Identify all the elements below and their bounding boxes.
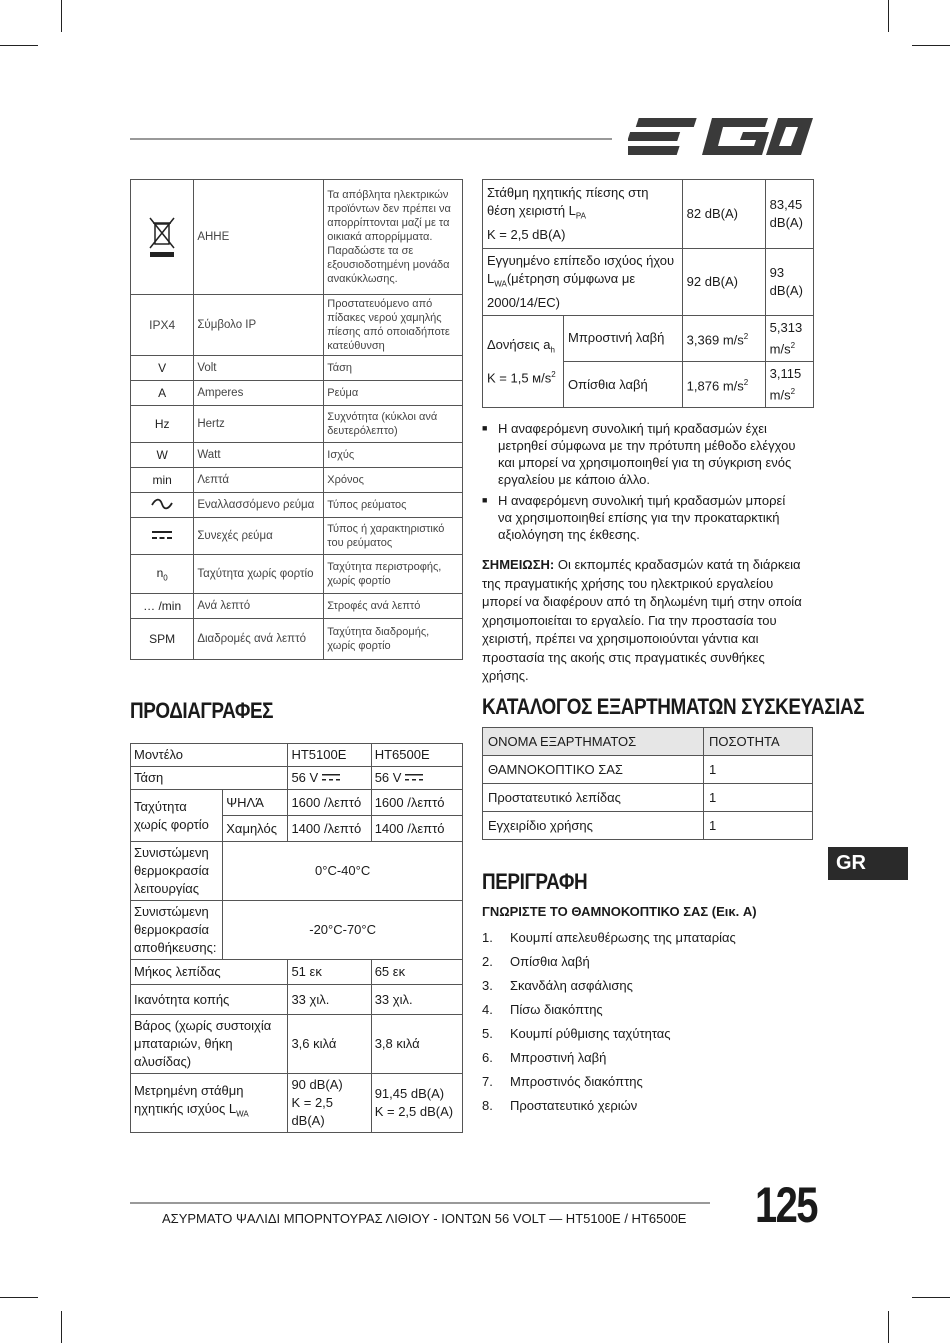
vibration-table: [482, 179, 814, 408]
cut-label: Ικανότητα κοπής: [131, 985, 288, 1015]
vib-label-text: Δονήσεις a: [487, 336, 551, 352]
symbol-desc: Ισχύς: [324, 443, 463, 468]
part-name: ΘΑΜΝΟΚΟΠΤΙΚΟ ΣΑΣ: [483, 756, 704, 784]
crop-mark: [0, 1297, 38, 1298]
list-item: [482, 950, 736, 974]
part-qty: 1: [704, 756, 813, 784]
dc-current-icon: [322, 773, 340, 782]
table-row: [483, 812, 813, 840]
table-row: [131, 443, 463, 468]
wa-sub: WA: [494, 279, 507, 289]
part-qty: 1: [704, 784, 813, 812]
optemp-label: Συνιστώμενη θερμοκρασία λειτουργίας: [131, 842, 223, 901]
wa-2: 93 dB(A): [765, 249, 813, 316]
specs-table: [130, 743, 463, 1133]
sound-value: 90 dB(A): [291, 1077, 343, 1092]
cut-1: 33 χιλ.: [288, 985, 371, 1015]
table-row: [131, 1015, 463, 1074]
blade-label: Μήκος λεπίδας: [131, 960, 288, 985]
front-1: [682, 315, 765, 361]
ipx4-symbol: IPX4: [131, 295, 194, 356]
wa-label-text2: (μέτρηση σύμφωνα με 2000/14/EC): [487, 271, 636, 310]
item-number: 1.: [482, 930, 493, 945]
symbol-letter: n: [156, 565, 164, 580]
table-row: [483, 784, 813, 812]
table-row: [131, 985, 463, 1015]
table-row: [131, 842, 463, 901]
list-item: [482, 1022, 736, 1046]
table-row: [483, 756, 813, 784]
symbol-name: Volt: [194, 356, 324, 381]
symbol-name: Διαδρομές ανά λεπτό: [194, 619, 324, 660]
symbol-name: Εναλλασσόμενο ρεύμα: [194, 493, 324, 518]
wa-1: 92 dB(A): [682, 249, 765, 316]
item-text: Κουμπί ρύθμισης ταχύτητας: [510, 1026, 671, 1041]
no-load-speed-symbol: [131, 555, 194, 594]
table-row: [131, 744, 463, 767]
item-text: Μπροστινή λαβή: [510, 1050, 607, 1065]
rear-label: Οπίσθια λαβή: [564, 361, 683, 407]
symbol-name: Συνεχές ρεύμα: [194, 518, 324, 555]
symbol-desc: Τύπος ή χαρακτηριστικό του ρεύματος: [324, 518, 463, 555]
note-label: ΣΗΜΕΙΩΣΗ:: [482, 557, 555, 572]
vib-k: [487, 366, 559, 387]
crop-mark: [912, 45, 950, 46]
symbol-desc: Τάση: [324, 356, 463, 381]
weight-2: 3,8 κιλά: [371, 1015, 462, 1074]
sound-k: K = 2,5 dB(A): [291, 1095, 334, 1128]
item-text: Πίσω διακόπτης: [510, 1002, 603, 1017]
crop-mark: [0, 45, 38, 46]
part-qty: 1: [704, 812, 813, 840]
front-label: Μπροστινή λαβή: [564, 315, 683, 361]
list-item: [482, 1046, 736, 1070]
hertz-symbol: Hz: [131, 406, 194, 443]
symbol-name: Ανά λεπτό: [194, 594, 324, 619]
table-row: [131, 381, 463, 406]
sttemp-label: Συνιστώμενη θερμοκρασία αποθήκευσης:: [131, 901, 223, 960]
table-row: [131, 555, 463, 594]
symbol-desc: Συχνότητα (κύκλοι ανά δευτερόλεπτο): [324, 406, 463, 443]
symbol-desc: Χρόνος: [324, 468, 463, 493]
crop-mark: [912, 1297, 950, 1298]
packing-title: ΚΑΤΑΛΟΓΟΣ ΕΞΑΡΤΗΜΑΤΩΝ ΣΥΣΚΕΥΑΣΙΑΣ: [482, 694, 865, 719]
list-item: [482, 492, 802, 543]
item-number: 4.: [482, 1002, 493, 1017]
symbol-desc: Ταχύτητα περιστροφής, χωρίς φορτίο: [324, 555, 463, 594]
table-row: [131, 493, 463, 518]
table-row: [131, 901, 463, 960]
high-2: 1600 /λεπτό: [371, 790, 462, 816]
superscript: 2: [743, 331, 749, 341]
sound-k: K = 2,5 dB(A): [374, 1104, 454, 1119]
wa-label: [483, 249, 683, 316]
header-rule: [130, 138, 612, 140]
page-number: 125: [755, 1177, 817, 1233]
symbol-desc: Τύπος ρεύματος: [324, 493, 463, 518]
model-2: HT6500E: [371, 744, 462, 767]
table-row: [483, 249, 814, 316]
minute-symbol: min: [131, 468, 194, 493]
crop-mark: [888, 0, 889, 32]
high-label: ΨΗΛΆ: [223, 790, 288, 816]
item-number: 7.: [482, 1074, 493, 1089]
voltage-2: [371, 767, 462, 790]
bullet-list: [482, 420, 802, 543]
table-row: [131, 960, 463, 985]
table-row: [483, 315, 814, 361]
table-row: [131, 594, 463, 619]
sound-sub: WA: [236, 1109, 249, 1119]
description-section: [482, 869, 604, 895]
header-qty: ΠΟΣΟΤΗΤΑ: [704, 728, 813, 756]
list-item: [482, 1094, 736, 1118]
blade-2: 65 εκ: [371, 960, 462, 985]
item-text: Σκανδάλη ασφάλισης: [510, 978, 633, 993]
table-row: [131, 518, 463, 555]
superscript: 2: [790, 340, 796, 350]
item-text: Οπίσθια λαβή: [510, 954, 590, 969]
packing-table: [482, 727, 813, 840]
symbol-subscript: 0: [163, 573, 168, 583]
rear-value: 1,876 m/s: [686, 378, 744, 394]
table-row: [131, 356, 463, 381]
voltage-value: 56 V: [374, 770, 402, 785]
symbol-name: Watt: [194, 443, 324, 468]
pa-label: [483, 180, 683, 249]
watt-symbol: W: [131, 443, 194, 468]
table-row: [131, 180, 463, 295]
superscript: 2: [790, 386, 796, 396]
ego-logo: [628, 114, 813, 160]
sound-2: [371, 1074, 462, 1133]
voltage-label: Τάση: [131, 767, 288, 790]
part-name: Προστατευτικό λεπίδας: [483, 784, 704, 812]
symbol-desc: Στροφές ανά λεπτό: [324, 594, 463, 619]
per-minute-symbol: … /min: [131, 594, 194, 619]
wa-label-text: Εγγυημένο επίπεδο ισχύος ήχου L: [487, 253, 675, 286]
language-tab: GR: [828, 847, 908, 880]
rear-value: 3,115 m/s: [769, 365, 802, 403]
table-row: [131, 767, 463, 790]
front-value: 5,313 m/s: [769, 319, 803, 356]
rear-2: [765, 361, 813, 407]
pa-sub: PA: [575, 211, 586, 221]
table-row: [131, 1074, 463, 1133]
low-label: Χαμηλός: [223, 816, 288, 842]
rear-1: [682, 361, 765, 407]
table-row: [131, 406, 463, 443]
item-number: 6.: [482, 1050, 493, 1065]
pa-k: K = 2,5 dB(A): [487, 226, 566, 242]
table-row: [131, 468, 463, 493]
bullet-icon: ■: [482, 423, 488, 433]
front-2: [765, 315, 813, 361]
list-item: [482, 926, 736, 950]
vib-sub: h: [550, 345, 555, 355]
crop-mark: [61, 0, 62, 32]
description-title: ΠΕΡΙΓΡΑΦΗ: [482, 869, 588, 894]
item-text: Μπροστινός διακόπτης: [510, 1074, 643, 1089]
item-number: 5.: [482, 1026, 493, 1041]
bullet-icon: ■: [482, 495, 488, 505]
bullet-text: Η αναφερόμενη συνολική τιμή κραδασμών έχει μετρηθεί σύμφωνα με την πρότυπη μέθοδο ελέγχου και μπορεί να χρησιμοποιηθεί για τη σύγκριση ενός εργαλείου με κάποιο άλλο.: [498, 421, 796, 487]
model-label: Μοντέλο: [131, 744, 288, 767]
symbol-desc: Τα απόβλητα ηλεκτρικών προϊόντων δεν πρέπει να απορρίπτονται μαζί με τα οικιακά απορρίμματα. Παραδώστε τα σε εξουσιοδοτημένη μονάδα ανακύκλωσης.: [324, 180, 463, 295]
table-row: [483, 180, 814, 249]
table-row: [131, 790, 463, 816]
speed-label: Ταχύτητα χωρίς φορτίο: [131, 790, 223, 842]
pa-label-text: Στάθμη ηχητικής πίεσης στη θέση χειριστή L: [487, 185, 649, 219]
sttemp-value: -20°C-70°C: [223, 901, 463, 960]
symbol-desc: Προστατευόμενο από πίδακες νερού χαμηλής πίεσης από οποιαδήποτε κατεύθυνση: [324, 295, 463, 356]
weee-icon: [131, 180, 194, 295]
description-subtitle: ΓΝΩΡΙΣΤΕ ΤΟ ΘΑΜΝΟΚΟΠΤΙΚΟ ΣΑΣ (Εικ. A): [482, 904, 757, 919]
sound-label: [131, 1074, 288, 1133]
dc-current-icon: [405, 773, 423, 782]
note: [482, 556, 814, 686]
list-item: [482, 420, 802, 488]
front-value: 3,369 m/s: [686, 331, 744, 347]
item-text: Προστατευτικό χεριών: [510, 1098, 638, 1113]
low-2: 1400 /λεπτό: [371, 816, 462, 842]
symbol-desc: Ρεύμα: [324, 381, 463, 406]
item-number: 8.: [482, 1098, 493, 1113]
parts-list: [482, 926, 736, 1118]
sound-label-text: Μετρημένη στάθμη ηχητικής ισχύος L: [134, 1083, 244, 1117]
header-name: ΟΝΟΜΑ ΕΞΑΡΤΗΜΑΤΟΣ: [483, 728, 704, 756]
weight-label: Βάρος (χωρίς συστοιχία μπαταριών, θήκη αλυσίδας): [131, 1015, 288, 1074]
spm-symbol: SPM: [131, 619, 194, 660]
pa-1: 82 dB(A): [682, 180, 765, 249]
volt-symbol: V: [131, 356, 194, 381]
ac-current-icon: [131, 493, 194, 518]
optemp-value: 0°C-40°C: [223, 842, 463, 901]
footer-text: ΑΣΥΡΜΑΤΟ ΨΑΛΙΔΙ ΜΠΟΡΝΤΟΥΡΑΣ ΛΙΘΙΟΥ - ΙΟΝΤΩΝ 56 VOLT — HT5100E / HT6500E: [162, 1211, 687, 1226]
bullet-text: Η αναφερόμενη συνολική τιμή κραδασμών μπορεί να χρησιμοποιηθεί επίσης για την προκαταρκτική αξιολόγηση της έκθεσης.: [498, 493, 786, 542]
specs-section: [130, 698, 296, 724]
symbols-table: [130, 179, 463, 660]
symbol-name: Σύμβολο IP: [194, 295, 324, 356]
packing-section: [482, 694, 926, 720]
footer-rule: [130, 1202, 710, 1204]
sound-1: [288, 1074, 371, 1133]
crop-mark: [61, 1311, 62, 1343]
list-item: [482, 974, 736, 998]
dc-current-icon: [131, 518, 194, 555]
high-1: 1600 /λεπτό: [288, 790, 371, 816]
weight-1: 3,6 κιλά: [288, 1015, 371, 1074]
vib-k-text: K = 1,5 м/s: [487, 369, 552, 385]
blade-1: 51 εκ: [288, 960, 371, 985]
specs-title: ΠΡΟΔΙΑΓΡΑΦΕΣ: [130, 698, 274, 723]
voltage-value: 56 V: [291, 770, 319, 785]
symbol-name: ΑΗΗΕ: [194, 180, 324, 295]
symbol-name: Hertz: [194, 406, 324, 443]
sound-value: 91,45 dB(A): [374, 1086, 445, 1101]
ampere-symbol: A: [131, 381, 194, 406]
list-item: [482, 998, 736, 1022]
item-number: 3.: [482, 978, 493, 993]
crop-mark: [888, 1311, 889, 1343]
superscript: 2: [743, 377, 749, 387]
symbol-name: Λεπτά: [194, 468, 324, 493]
pa-2: 83,45 dB(A): [765, 180, 813, 249]
symbol-desc: Ταχύτητα διαδρομής, χωρίς φορτίο: [324, 619, 463, 660]
vib-label: [483, 315, 564, 408]
table-row: [131, 295, 463, 356]
list-item: [482, 1070, 736, 1094]
table-header-row: [483, 728, 813, 756]
superscript: 2: [551, 369, 556, 379]
cut-2: 33 χιλ.: [371, 985, 462, 1015]
voltage-1: [288, 767, 371, 790]
symbol-name: Amperes: [194, 381, 324, 406]
part-name: Εγχειρίδιο χρήσης: [483, 812, 704, 840]
model-1: HT5100E: [288, 744, 371, 767]
item-text: Κουμπί απελευθέρωσης της μπαταρίας: [510, 930, 736, 945]
table-row: [131, 619, 463, 660]
item-number: 2.: [482, 954, 493, 969]
low-1: 1400 /λεπτό: [288, 816, 371, 842]
note-text: Οι εκπομπές κραδασμών κατά τη διάρκεια της πραγματικής χρήσης του ηλεκτρικού εργαλείου μπορεί να διαφέρουν από τη δηλωμένη τιμή στην οποία χρησιμοποιείται το εργαλείο. Για την προστασία του χειριστή, πρέπει να χρησιμοποιούνται γάντια και προστασία της ακοής στις πραγματικές συνθήκες χρήσης.: [482, 557, 802, 683]
symbol-name: Ταχύτητα χωρίς φορτίο: [194, 555, 324, 594]
